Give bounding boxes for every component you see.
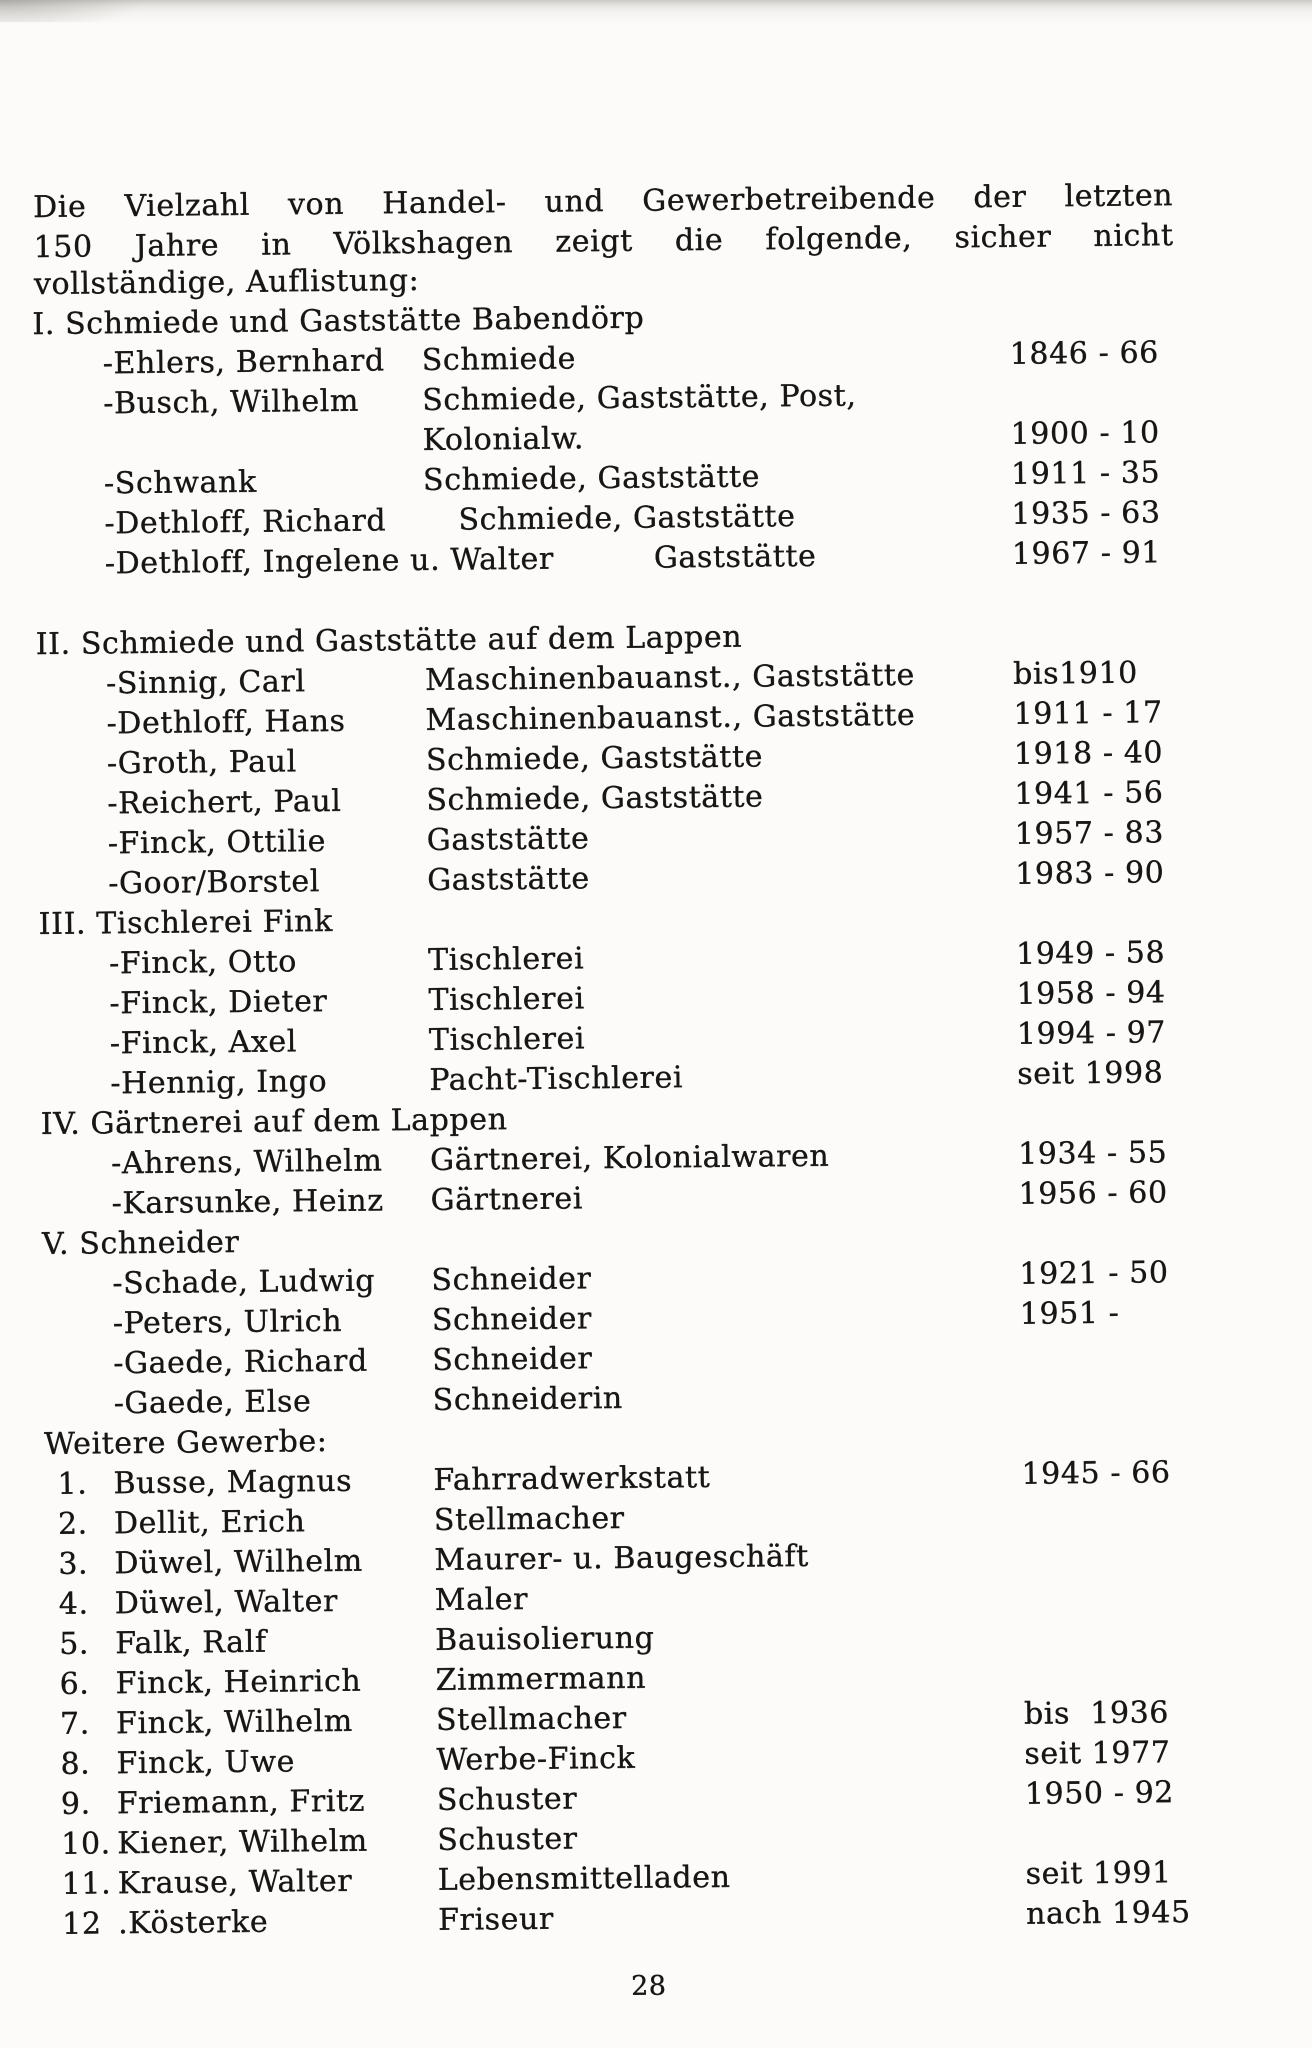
entry-years: bis 1936	[1023, 1695, 1170, 1732]
entry-years: 1950 - 92	[1024, 1775, 1175, 1812]
entry-occupation: Zimmermann	[435, 1660, 647, 1698]
entry-number: 8.	[60, 1746, 91, 1782]
paragraph-line: 150 Jahre in Völkshagen zeigt die folgende, sicher nicht	[33, 218, 1174, 266]
entry-name: Dellit, Erich	[113, 1504, 306, 1542]
entry-occupation: Tischlerei	[427, 941, 585, 978]
entry-years: seit 1991	[1025, 1855, 1172, 1892]
entry-name: Finck, Wilhelm	[115, 1703, 354, 1742]
paragraph-line: Die Vielzahl von Handel- und Gewerbetreibende der letzten	[33, 178, 1174, 226]
entry-number: 10.	[61, 1826, 112, 1862]
entry-years: 1956 - 60	[1018, 1175, 1168, 1212]
entry-number: 9.	[60, 1786, 91, 1822]
entry-occupation: Schneiderin	[432, 1380, 624, 1418]
entry-name: Finck, Heinrich	[115, 1663, 362, 1702]
entry-years: 1967 - 91	[1011, 535, 1162, 572]
entry-name: -Dethloff, Richard	[104, 503, 387, 542]
entry-name: -Dethloff, Hans	[106, 703, 346, 742]
entry-occupation: Stellmacher	[433, 1500, 625, 1538]
entry-occupation: Schmiede, Gaststätte	[458, 499, 796, 538]
entry-years: bis1910	[1012, 655, 1139, 692]
entry-occupation: Tischlerei	[428, 1021, 586, 1058]
entry-occupation: Schmiede, Gaststätte	[426, 779, 764, 818]
entry-name: Busse, Magnus	[113, 1463, 353, 1502]
entry-name: -Ehlers, Bernhard	[102, 343, 385, 382]
entry-number: 1.	[57, 1466, 88, 1502]
entry-name: -Goor/Borstel	[108, 864, 321, 902]
entry-years: seit 1977	[1024, 1735, 1171, 1772]
entry-name: -Schwank	[103, 464, 257, 502]
entry-occupation: Kolonialw.	[422, 421, 585, 459]
entry-name: Düwel, Wilhelm	[114, 1543, 364, 1582]
entry-occupation: Maschinenbauanst., Gaststätte	[424, 657, 916, 698]
entry-number: 11.	[61, 1866, 112, 1902]
entry-years: 1957 - 83	[1014, 815, 1165, 852]
entry-years: 1918 - 40	[1013, 735, 1164, 772]
entry-occupation: Schuster	[437, 1821, 578, 1858]
entry-name: -Peters, Ulrich	[112, 1303, 343, 1342]
entry-occupation: Werbe-Finck	[436, 1740, 636, 1778]
entry-name: Finck, Uwe	[116, 1744, 296, 1782]
section-heading-text: I. Schmiede und Gaststätte Babendörp	[32, 300, 645, 343]
entry-name: Kiener, Wilhelm	[117, 1823, 369, 1862]
entry-name: -Schade, Ludwig	[112, 1263, 376, 1302]
entry-occupation: Maler	[434, 1581, 529, 1618]
entry-name: -Reichert, Paul	[107, 783, 342, 822]
entry-name: -Gaede, Richard	[113, 1343, 368, 1382]
entry-years: 1994 - 97	[1016, 1015, 1167, 1052]
entry-years: 1949 - 58	[1015, 935, 1166, 972]
entry-name: -Gaede, Else	[113, 1384, 312, 1422]
entry-occupation: Schmiede	[421, 341, 577, 379]
entry-years: 1921 - 50	[1019, 1255, 1169, 1292]
entry-years: 1935 - 63	[1011, 495, 1161, 532]
entry-years: 1941 - 56	[1014, 775, 1164, 812]
entry-years: seit 1998	[1017, 1055, 1164, 1092]
entry-name: Düwel, Walter	[114, 1583, 339, 1622]
entry-name: -Dethloff, Ingelene u. Walter	[104, 541, 555, 582]
entry-occupation: Pacht-Tischlerei	[429, 1060, 684, 1098]
entry-name: -Finck, Otto	[108, 944, 298, 982]
entry-name: -Karsunke, Heinz	[111, 1183, 384, 1222]
paragraph-line: vollständige, Auflistung:	[33, 263, 420, 303]
entry-years: 1900 - 10	[1010, 415, 1160, 452]
section-heading-text: V. Schneider	[41, 1224, 240, 1263]
entry-occupation: Gaststätte	[653, 538, 817, 576]
section-heading-text: IV. Gärtnerei auf dem Lappen	[40, 1102, 508, 1143]
entry-occupation: Gärtnerei	[430, 1181, 584, 1218]
entry-years: 1951 -	[1019, 1295, 1120, 1332]
entry-occupation: Schmiede, Gaststätte	[422, 459, 761, 499]
entry-occupation: Lebensmittelladen	[437, 1859, 731, 1898]
entry-years: 1934 - 55	[1017, 1135, 1168, 1172]
entry-occupation: Maurer- u. Baugeschäft	[434, 1539, 809, 1578]
entry-name: -Groth, Paul	[106, 744, 297, 782]
entry-number: 12	[61, 1906, 102, 1942]
entry-years: 1846 - 66	[1009, 335, 1160, 372]
entry-years: 1983 - 90	[1015, 855, 1165, 892]
entry-occupation: Tischlerei	[428, 981, 585, 1018]
entry-occupation: Gaststätte	[427, 861, 590, 898]
entry-occupation: Friseur	[437, 1901, 555, 1938]
entry-occupation: Schmiede, Gaststätte, Post,	[422, 378, 857, 419]
section-heading-text: Weitere Gewerbe:	[43, 1424, 328, 1463]
entry-name: -Ahrens, Wilhelm	[111, 1143, 383, 1182]
entry-name: -Finck, Ottilie	[107, 824, 327, 862]
page-number: 28	[630, 1970, 667, 2002]
entry-occupation: Schneider	[431, 1301, 593, 1338]
entry-number: 2.	[57, 1506, 88, 1542]
entry-years: 1911 - 35	[1010, 455, 1161, 492]
entry-number: 5.	[59, 1626, 90, 1662]
entry-name: -Finck, Axel	[109, 1024, 298, 1062]
entry-years: nach 1945	[1025, 1895, 1191, 1932]
entry-number: 3.	[58, 1546, 89, 1582]
entry-occupation: Stellmacher	[435, 1700, 627, 1738]
entry-name: .Kösterke	[117, 1904, 269, 1942]
entry-occupation: Schuster	[436, 1781, 578, 1818]
entry-occupation: Fahrradwerkstatt	[433, 1460, 711, 1498]
entry-number: 6.	[59, 1666, 90, 1702]
entry-name: -Hennig, Ingo	[110, 1064, 328, 1102]
entry-number: 4.	[58, 1586, 89, 1622]
entry-occupation: Schmiede, Gaststätte	[425, 739, 764, 778]
entry-occupation: Gaststätte	[426, 821, 590, 858]
entry-occupation: Schneider	[432, 1341, 593, 1378]
entry-name: -Finck, Dieter	[109, 984, 328, 1022]
entry-name: -Sinnig, Carl	[105, 664, 306, 702]
entry-occupation: Bauisolierung	[435, 1620, 655, 1658]
section-heading-text: II. Schmiede und Gaststätte auf dem Lappen	[35, 619, 743, 663]
entry-name: Krause, Walter	[117, 1863, 353, 1902]
entry-number: 7.	[59, 1706, 91, 1742]
entry-name: -Busch, Wilhelm	[103, 383, 360, 422]
entry-years: 1911 - 17	[1013, 695, 1163, 732]
entry-years: 1945 - 66	[1021, 1455, 1171, 1492]
entry-occupation: Maschinenbauanst., Gaststätte	[425, 697, 916, 738]
entry-name: Falk, Ralf	[115, 1624, 267, 1662]
entry-name: Friemann, Fritz	[116, 1783, 366, 1822]
section-heading-text: III. Tischlerei Fink	[38, 903, 334, 943]
entry-occupation: Schneider	[431, 1261, 592, 1298]
entry-occupation: Gärtnerei, Kolonialwaren	[430, 1138, 830, 1178]
entry-years: 1958 - 94	[1016, 975, 1166, 1012]
